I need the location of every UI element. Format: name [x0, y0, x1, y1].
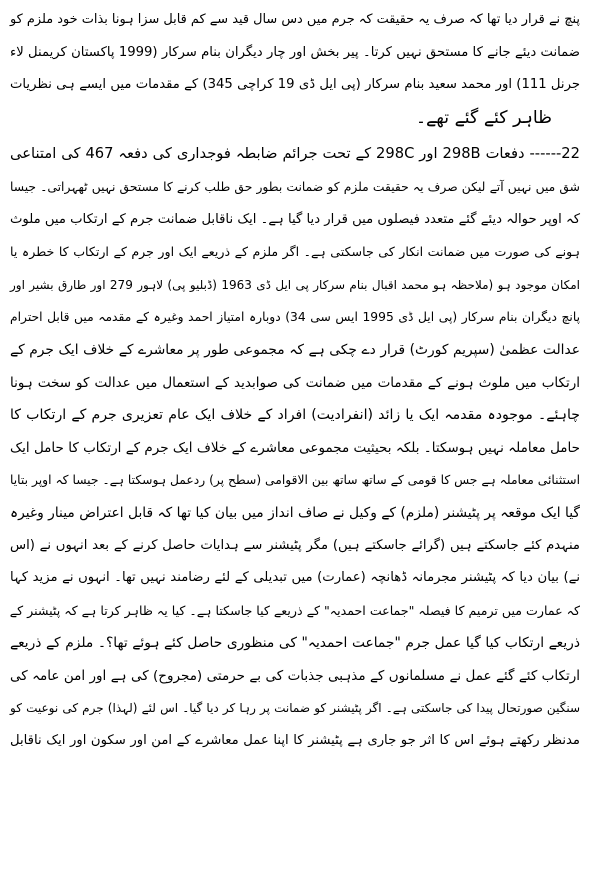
- text-line: ارتکاب کئے گئے عمل نے مسلمانوں کے مذہبی جذبات کی بے حرمتی (مجروح) کی ہے اور امن عامہ کی: [10, 667, 580, 684]
- text-line: 22------ دفعات 298B اور 298C کے تحت جرائم ضابطہ فوجداری کی دفعہ 467 کی امتناعی: [10, 145, 580, 163]
- text-line: حامل معاملہ نہیں ہوسکتا۔ بلکہ بحیثیت مجموعی معاشرے کے خلاف ایک جرم کے ارتکاب کا حامل ایک: [10, 439, 580, 456]
- paragraph-2: [10, 138, 580, 757]
- text-line: منہدم کئے جاسکتے ہیں (گرائے جاسکتے ہیں) مگر پٹیشنر سے ہدایات حاصل کرنے کے بعد انہوں نے (اس: [10, 537, 580, 553]
- text-line: امکان موجود ہو (ملاحظہ ہو محمد اقبال بنام سرکار پی ایل ڈی 1963 (ڈبلیو پی) لاہور 279 اور طارق بشیر اور: [10, 277, 580, 292]
- text-line: عدالت عظمیٰ (سپریم کورٹ) قرار دے چکی ہے کہ مجموعی طور پر معاشرے کے خلاف ایک جرم کے: [10, 341, 580, 358]
- text-line: کہ عمارت میں ترمیم کا فیصلہ "جماعت احمدیہ" کے ذریعے کیا جاسکتا ہے۔ کیا یہ ظاہر کرتا ہے کہ پٹیشنر کے: [9, 602, 580, 618]
- text-line: شق میں نہیں آتے لیکن صرف یہ حقیقت ملزم کو ضمانت بطور حق طلب کرنے کا مستحق نہیں ٹھہراتی۔ جیسا: [10, 179, 580, 194]
- paragraph-1: [10, 4, 580, 134]
- text-line: ظاہر کئے گئے تھے۔: [415, 107, 552, 128]
- text-line: ارتکاب میں ملوث ہونے کے مقدمات میں ضمانت کی صوابدید کے استعمال میں عدالت کو سخت ہونا: [10, 374, 580, 391]
- text-line: ضمانت دیئے جانے کا مستحق نہیں کرتا۔ پیر بخش اور چار دیگران بنام سرکار (1999 پاکستان کریمنل لاء: [10, 44, 580, 60]
- text-line: چاہئے۔ موجودہ مقدمہ ایک یا زائد (انفرادیت) افراد کے خلاف ایک عام تعزیری جرم کے ارتکاب کا: [10, 407, 580, 424]
- text-line: پنچ نے قرار دیا تھا کہ صرف یہ حقیقت کہ جرم میں دس سال قید سے کم قابل سزا ہونا بذات خود ملزم کو: [10, 12, 580, 27]
- text-line: ذریعے ارتکاب کیا گیا عمل جرم "جماعت احمدیہ" کی منظوری حاصل کئے ہوئے تھا؟۔ ملزم کے ذریعے: [10, 635, 580, 652]
- text-line: گیا ایک موقعہ پر پٹیشنر (ملزم) کے وکیل نے صاف انداز میں بیان کیا تھا کہ قابل اعتراض مینار وغیرہ: [10, 504, 580, 521]
- text-line: سنگین صورتحال پیدا کی جاسکتی ہے۔ اگر پٹیشنر کو ضمانت پر رہا کر دیا گیا۔ اس لئے (لہذا) جرم کی نوعیت کو: [10, 701, 580, 716]
- text-line: جرنل 111) اور محمد سعید بنام سرکار (پی ایل ڈی 19 کراچی 345) کے مقدمات میں ایسے ہی نظریات: [10, 77, 581, 93]
- text-line: مدنظر رکھتے ہوئے اس کا اثر جو جاری ہے پٹیشنر کا اپنا عمل معاشرے کے امن اور سکون اور ایک ناقابل: [10, 733, 580, 749]
- text-line: استثنائی معاملہ ہے جس کا قومی کے ساتھ ساتھ بین الاقوامی (سطح پر) ردعمل ہوسکتا ہے۔ جیسا کہ اوپر بتایا: [10, 473, 580, 488]
- text-line: کہ اوپر حوالہ دیئے گئے متعدد فیصلوں میں قرار دیا گیا ہے۔ ایک ناقابل ضمانت جرم کے ارتکاب میں ملوث: [10, 211, 580, 227]
- text-line: نے) بیان دیا کہ پٹیشنر مجرمانہ ڈھانچہ (عمارت) میں تبدیلی کے لئے رضامند نہیں تھا۔ انہوں نے مزید کہا: [10, 570, 580, 586]
- text-line: ہونے کی صورت میں ضمانت انکار کی جاسکتی ہے۔ اگر ملزم کے ذریعے ایک اور جرم کے ارتکاب کا خطرہ یا: [10, 244, 580, 260]
- text-line: پانچ دیگران بنام سرکار (پی ایل ڈی 1995 ایس سی 34) دوبارہ امتیاز احمد وغیرہ کے مقدمہ میں قابل احترام: [10, 310, 581, 325]
